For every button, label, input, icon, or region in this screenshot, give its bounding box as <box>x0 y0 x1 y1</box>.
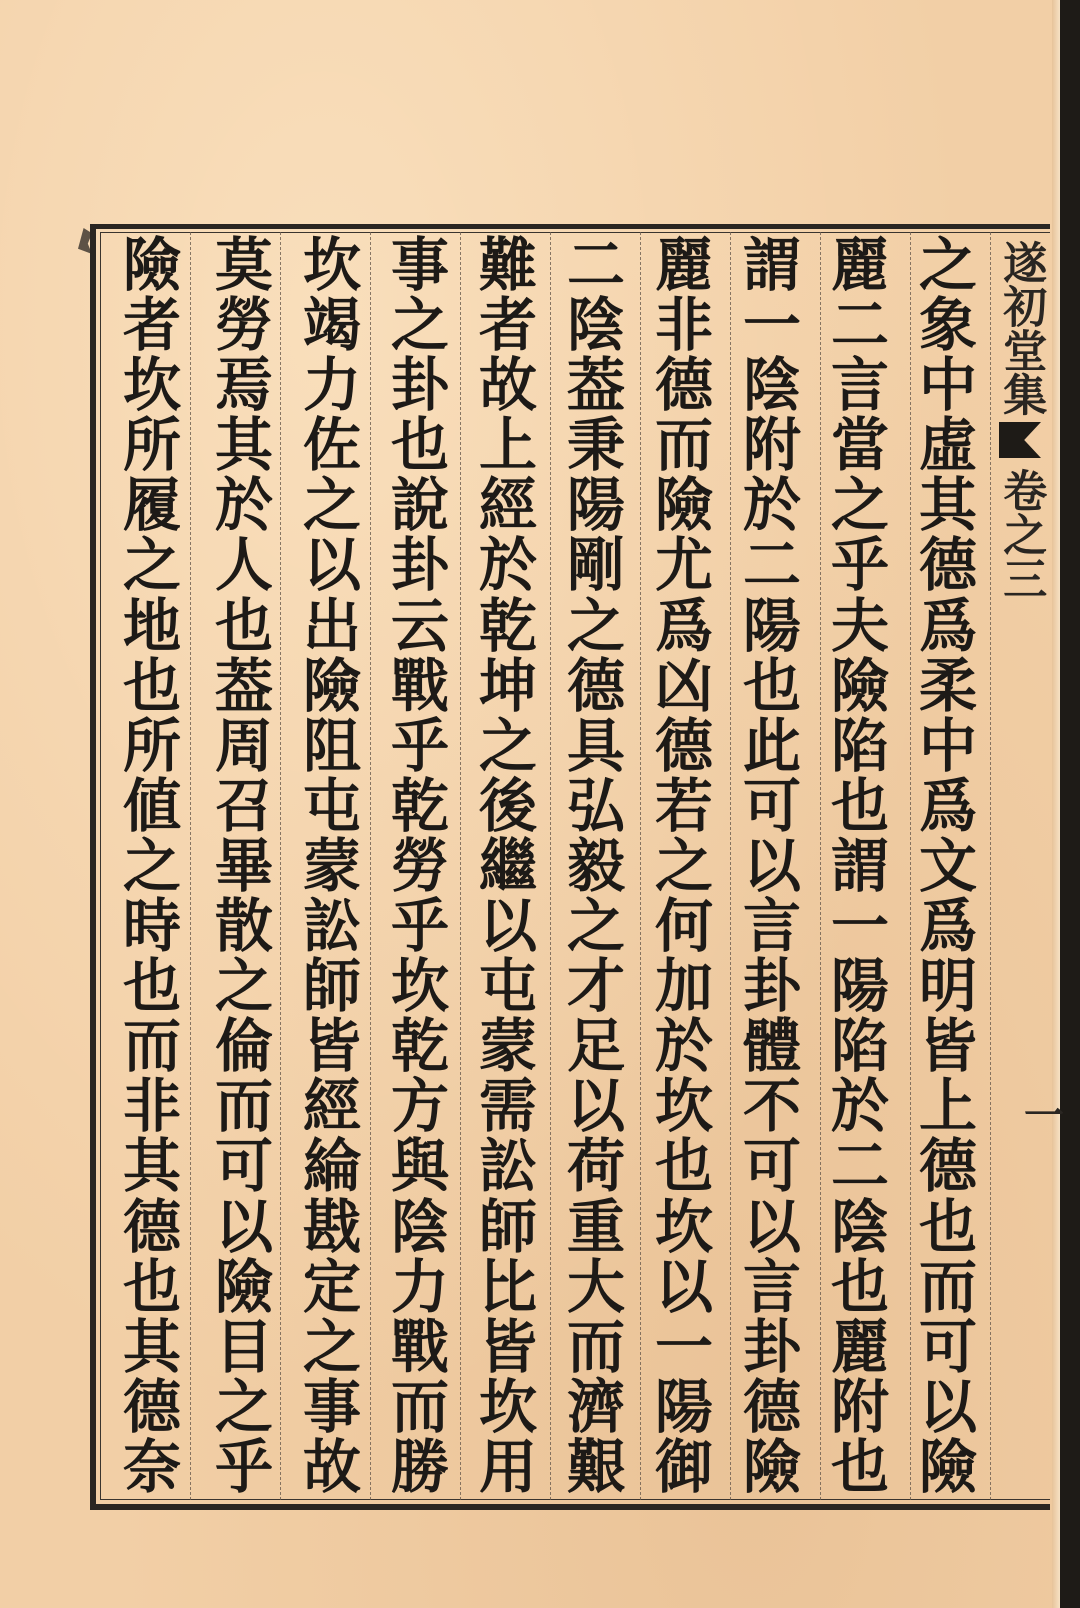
text-character: 事 <box>390 231 449 299</box>
text-character: 葢 <box>566 351 625 420</box>
text-character: 後 <box>478 771 537 840</box>
text-character: 坤 <box>478 651 537 720</box>
text-character: 爲 <box>918 591 977 660</box>
text-character: 以 <box>214 1192 273 1261</box>
text-character: 之 <box>214 952 273 1021</box>
text-character: 葢 <box>214 651 273 720</box>
text-character: 其 <box>214 411 273 480</box>
text-character: 二 <box>830 291 889 360</box>
text-character: 戰 <box>390 651 449 720</box>
text-character: 之 <box>302 1312 361 1381</box>
text-column-4 <box>640 231 728 1501</box>
text-character: 戡 <box>302 1192 361 1261</box>
text-character: 而 <box>390 1372 449 1441</box>
text-character: 若 <box>654 771 713 840</box>
text-character: 險 <box>742 1432 801 1501</box>
text-character: 以 <box>654 1252 713 1321</box>
text-character: 焉 <box>214 351 273 420</box>
text-character: 濟 <box>566 1372 625 1441</box>
text-character: 之 <box>830 471 889 540</box>
text-character: 柔 <box>918 651 977 720</box>
text-character: 謂 <box>830 831 889 900</box>
text-character: 也 <box>918 1192 977 1261</box>
text-character: 乾 <box>390 771 449 840</box>
text-character: 之 <box>302 471 361 540</box>
text-character: 二 <box>830 1132 889 1201</box>
text-character: 而 <box>566 1312 625 1381</box>
text-character: 者 <box>478 291 537 360</box>
text-character: 莫 <box>214 231 273 299</box>
text-character: 一 <box>830 892 889 961</box>
text-character: 也 <box>214 591 273 660</box>
text-character: 重 <box>566 1192 625 1261</box>
text-character: 陽 <box>742 591 801 660</box>
text-character: 陰 <box>742 351 801 420</box>
text-character: 才 <box>566 952 625 1021</box>
text-character: 坎 <box>654 1192 713 1261</box>
text-character: 勞 <box>214 291 273 360</box>
text-character: 虛 <box>918 411 977 480</box>
text-character: 比 <box>478 1252 537 1321</box>
text-character: 難 <box>478 231 537 299</box>
text-character: 凶 <box>654 651 713 720</box>
text-character: 而 <box>918 1252 977 1321</box>
text-character: 坎 <box>390 952 449 1021</box>
book-spine <box>1060 0 1080 1608</box>
text-character: 言 <box>742 892 801 961</box>
text-character: 戰 <box>390 1312 449 1381</box>
text-character: 言 <box>830 351 889 420</box>
text-character: 中 <box>918 711 977 780</box>
text-character: 而 <box>214 1072 273 1141</box>
text-character: 之 <box>390 291 449 360</box>
text-character: 說 <box>390 471 449 540</box>
text-character: 陽 <box>830 952 889 1021</box>
text-character: 佐 <box>302 411 361 480</box>
text-character: 以 <box>566 1072 625 1141</box>
text-character: 之 <box>566 591 625 660</box>
text-character: 目 <box>214 1312 273 1381</box>
text-character: 德 <box>654 351 713 420</box>
text-character: 當 <box>830 411 889 480</box>
text-character: 陷 <box>830 711 889 780</box>
text-character: 卦 <box>742 1312 801 1381</box>
margin-title <box>990 240 1050 600</box>
text-character: 御 <box>654 1432 713 1501</box>
text-character: 不 <box>742 1072 801 1141</box>
text-character: 附 <box>830 1372 889 1441</box>
text-character: 人 <box>214 531 273 600</box>
text-character: 所 <box>122 711 181 780</box>
text-character: 皆 <box>478 1312 537 1381</box>
text-character: 也 <box>830 771 889 840</box>
text-character: 履 <box>122 471 181 540</box>
text-character: 以 <box>478 892 537 961</box>
text-character: 坎 <box>302 231 361 299</box>
text-character: 麗 <box>654 231 713 299</box>
text-character: 云 <box>390 591 449 660</box>
text-character: 乎 <box>390 892 449 961</box>
text-character: 乎 <box>214 1432 273 1501</box>
text-character: 力 <box>390 1252 449 1321</box>
text-character: 乾 <box>390 1012 449 1081</box>
text-character: 也 <box>830 1432 889 1501</box>
text-character: 皆 <box>918 1012 977 1081</box>
text-character: 陰 <box>830 1192 889 1261</box>
text-character: 艱 <box>566 1432 625 1501</box>
text-character: 其 <box>122 1132 181 1201</box>
text-character: 之 <box>214 1372 273 1441</box>
text-character: 與 <box>390 1132 449 1201</box>
page-edge <box>1052 0 1060 1608</box>
text-character: 故 <box>478 351 537 420</box>
text-character: 召 <box>214 771 273 840</box>
text-character: 而 <box>122 1012 181 1081</box>
text-character: 時 <box>122 892 181 961</box>
text-character: 故 <box>302 1432 361 1501</box>
text-character: 以 <box>302 531 361 600</box>
text-character: 德 <box>122 1192 181 1261</box>
text-character: 也 <box>122 651 181 720</box>
text-character: 者 <box>122 291 181 360</box>
text-character: 何 <box>654 892 713 961</box>
text-character: 也 <box>122 1252 181 1321</box>
text-character: 經 <box>302 1072 361 1141</box>
text-character: 中 <box>918 351 977 420</box>
text-character: 象 <box>918 291 977 360</box>
text-character: 德 <box>654 711 713 780</box>
text-character: 也 <box>654 1132 713 1201</box>
text-character: 用 <box>478 1432 537 1501</box>
text-character: 經 <box>478 471 537 540</box>
text-character: 而 <box>654 411 713 480</box>
text-character: 師 <box>302 952 361 1021</box>
text-character: 卦 <box>390 351 449 420</box>
text-character: 德 <box>122 1372 181 1441</box>
text-column-8 <box>288 231 376 1501</box>
text-character: 於 <box>214 471 273 540</box>
text-character: 訟 <box>302 892 361 961</box>
text-character: 以 <box>742 1192 801 1261</box>
text-character: 事 <box>302 1372 361 1441</box>
text-character: 非 <box>122 1072 181 1141</box>
text-character: 言 <box>742 1252 801 1321</box>
text-character: 險 <box>918 1432 977 1501</box>
text-character: 屯 <box>478 952 537 1021</box>
text-character: 秉 <box>566 411 625 480</box>
text-character: 剛 <box>566 531 625 600</box>
text-column-10 <box>108 231 196 1501</box>
text-character: 可 <box>742 1132 801 1201</box>
text-character: 可 <box>742 771 801 840</box>
text-character: 乎 <box>830 531 889 600</box>
text-character: 也 <box>830 1252 889 1321</box>
text-character: 此 <box>742 711 801 780</box>
text-column-1 <box>904 231 992 1501</box>
text-character: 謂 <box>742 231 801 299</box>
text-character: 險 <box>122 231 181 299</box>
text-character: 德 <box>918 531 977 600</box>
text-column-5 <box>552 231 640 1501</box>
text-character: 需 <box>478 1072 537 1141</box>
text-character: 出 <box>302 591 361 660</box>
text-character: 於 <box>654 1012 713 1081</box>
text-character: 明 <box>918 952 977 1021</box>
text-character: 毅 <box>566 831 625 900</box>
book-title: 遂初堂集 <box>995 240 1047 416</box>
text-character: 陽 <box>566 471 625 540</box>
text-character: 之 <box>122 831 181 900</box>
text-character: 之 <box>918 231 977 299</box>
text-character: 奈 <box>122 1432 181 1501</box>
text-character: 爲 <box>918 892 977 961</box>
text-character: 二 <box>566 231 625 299</box>
text-character: 値 <box>122 771 181 840</box>
text-character: 尤 <box>654 531 713 600</box>
text-character: 德 <box>918 1132 977 1201</box>
text-character: 屯 <box>302 771 361 840</box>
text-character: 一 <box>654 1312 713 1381</box>
text-character: 於 <box>742 471 801 540</box>
text-character: 險 <box>830 651 889 720</box>
text-character: 麗 <box>830 231 889 299</box>
text-character: 陽 <box>654 1372 713 1441</box>
text-character: 可 <box>918 1312 977 1381</box>
text-character: 坎 <box>122 351 181 420</box>
volume-label: 卷之三 <box>995 468 1047 600</box>
text-character: 地 <box>122 591 181 660</box>
text-character: 體 <box>742 1012 801 1081</box>
text-character: 也 <box>742 651 801 720</box>
text-character: 之 <box>478 711 537 780</box>
text-character: 其 <box>122 1312 181 1381</box>
text-character: 蒙 <box>478 1012 537 1081</box>
text-character: 力 <box>302 351 361 420</box>
text-character: 畢 <box>214 831 273 900</box>
text-character: 於 <box>478 531 537 600</box>
text-character: 阻 <box>302 711 361 780</box>
text-character: 一 <box>742 291 801 360</box>
text-character: 具 <box>566 711 625 780</box>
text-character: 綸 <box>302 1132 361 1201</box>
text-character: 上 <box>918 1072 977 1141</box>
page-number: 一 <box>1024 1092 1064 1139</box>
text-character: 散 <box>214 892 273 961</box>
text-character: 加 <box>654 952 713 1021</box>
text-character: 弘 <box>566 771 625 840</box>
text-character: 險 <box>654 471 713 540</box>
text-character: 蒙 <box>302 831 361 900</box>
text-column-9 <box>200 231 288 1501</box>
text-character: 皆 <box>302 1012 361 1081</box>
text-character: 爲 <box>918 771 977 840</box>
text-character: 繼 <box>478 831 537 900</box>
text-character: 夫 <box>830 591 889 660</box>
text-character: 訟 <box>478 1132 537 1201</box>
text-character: 於 <box>830 1072 889 1141</box>
text-character: 險 <box>302 651 361 720</box>
text-character: 陷 <box>830 1012 889 1081</box>
text-character: 以 <box>918 1372 977 1441</box>
text-character: 卦 <box>742 952 801 1021</box>
text-character: 文 <box>918 831 977 900</box>
text-character: 之 <box>122 531 181 600</box>
text-character: 附 <box>742 411 801 480</box>
text-character: 方 <box>390 1072 449 1141</box>
text-character: 德 <box>742 1372 801 1441</box>
text-character: 倫 <box>214 1012 273 1081</box>
text-character: 周 <box>214 711 273 780</box>
text-character: 坎 <box>654 1072 713 1141</box>
text-column-2 <box>816 231 904 1501</box>
text-character: 卦 <box>390 531 449 600</box>
text-character: 之 <box>654 831 713 900</box>
text-character: 上 <box>478 411 537 480</box>
text-character: 二 <box>742 531 801 600</box>
text-character: 其 <box>918 471 977 540</box>
text-character: 勞 <box>390 831 449 900</box>
text-character: 非 <box>654 291 713 360</box>
text-character: 所 <box>122 411 181 480</box>
text-character: 乎 <box>390 711 449 780</box>
text-column-3 <box>728 231 816 1501</box>
text-character: 之 <box>566 892 625 961</box>
text-character: 荷 <box>566 1132 625 1201</box>
text-character: 乾 <box>478 591 537 660</box>
text-character: 可 <box>214 1132 273 1201</box>
text-character: 以 <box>742 831 801 900</box>
text-character: 竭 <box>302 291 361 360</box>
text-character: 足 <box>566 1012 625 1081</box>
text-character: 定 <box>302 1252 361 1321</box>
text-character: 也 <box>122 952 181 1021</box>
text-character: 麗 <box>830 1312 889 1381</box>
text-character: 勝 <box>390 1432 449 1501</box>
text-character: 陰 <box>566 291 625 360</box>
text-character: 也 <box>390 411 449 480</box>
text-character: 險 <box>214 1252 273 1321</box>
text-character: 大 <box>566 1252 625 1321</box>
fish-tail-mark <box>999 422 1041 458</box>
text-character: 師 <box>478 1192 537 1261</box>
text-character: 陰 <box>390 1192 449 1261</box>
text-character: 坎 <box>478 1372 537 1441</box>
text-character: 德 <box>566 651 625 720</box>
text-column-7 <box>376 231 464 1501</box>
text-character: 爲 <box>654 591 713 660</box>
text-column-6 <box>464 231 552 1501</box>
